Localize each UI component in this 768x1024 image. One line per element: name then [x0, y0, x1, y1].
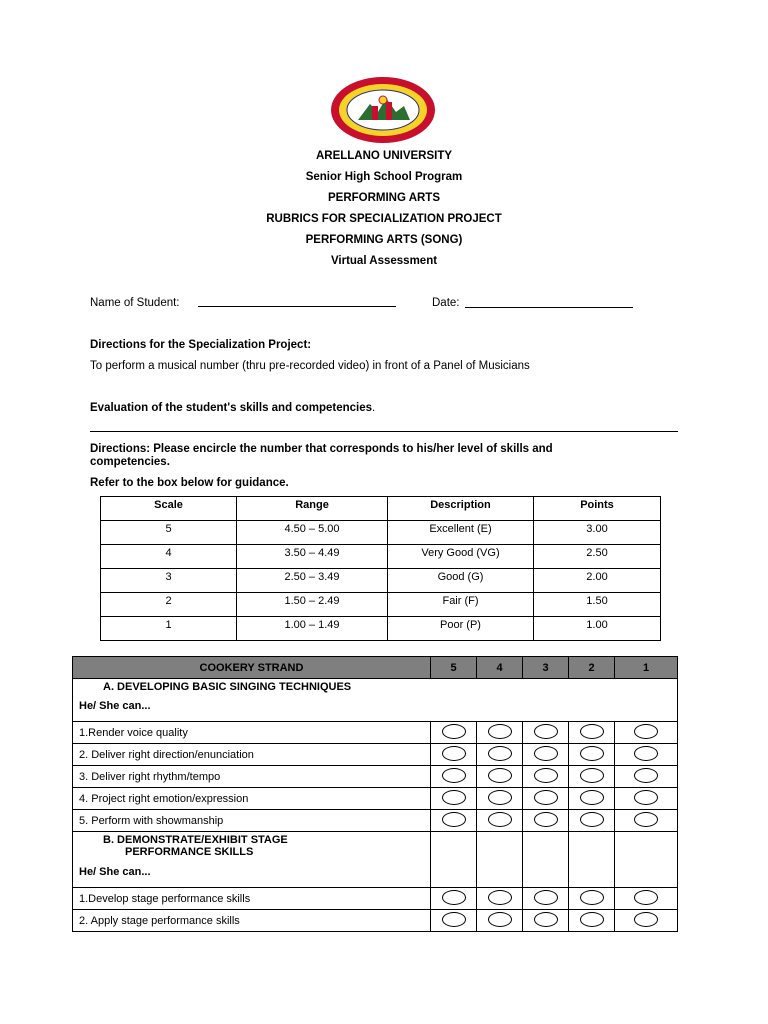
circle-icon[interactable]: [534, 746, 558, 761]
rubric-header-row: [73, 657, 678, 679]
score-option-4[interactable]: [477, 888, 523, 910]
date-label: Date:: [432, 297, 460, 309]
circle-icon[interactable]: [534, 790, 558, 805]
table-row: [101, 593, 661, 617]
score-option-2[interactable]: [569, 766, 615, 788]
circle-icon[interactable]: [488, 768, 512, 783]
directions-project-text: To perform a musical number (thru pre-recorded video) in front of a Panel of Musicians: [90, 360, 530, 372]
score-header-3: 3: [523, 657, 569, 679]
table-row: [101, 521, 661, 545]
table-row: [73, 766, 678, 788]
evaluation-title: Evaluation of the student's skills and competencies: [90, 402, 372, 414]
header-assessment: Virtual Assessment: [330, 255, 438, 267]
scale-header-row: [101, 497, 661, 521]
circle-icon[interactable]: [442, 890, 466, 905]
circle-icon[interactable]: [442, 812, 466, 827]
score-option-2[interactable]: [569, 810, 615, 832]
strand-header: COOKERY STRAND: [73, 657, 431, 679]
rubric-item: 3. Deliver right rhythm/tempo: [73, 766, 431, 788]
points-cell: 1.00: [534, 617, 661, 641]
score-option-5[interactable]: [431, 722, 477, 744]
circle-icon[interactable]: [488, 912, 512, 927]
table-row: [73, 722, 678, 744]
score-option-3[interactable]: [523, 744, 569, 766]
rubric-item: 1.Develop stage performance skills: [73, 888, 431, 910]
score-option-4[interactable]: [477, 766, 523, 788]
circle-icon[interactable]: [442, 724, 466, 739]
circle-icon[interactable]: [634, 912, 658, 927]
directions-line2: competencies.: [90, 456, 170, 468]
circle-icon[interactable]: [534, 812, 558, 827]
circle-icon[interactable]: [534, 890, 558, 905]
table-row: [101, 545, 661, 569]
circle-icon[interactable]: [580, 890, 604, 905]
date-field[interactable]: [465, 307, 633, 308]
circle-icon[interactable]: [488, 746, 512, 761]
circle-icon[interactable]: [634, 790, 658, 805]
score-option-3[interactable]: [523, 766, 569, 788]
points-cell: 3.00: [534, 521, 661, 545]
rubric-table: [72, 656, 678, 932]
evaluation-heading: [90, 402, 375, 414]
score-option-1[interactable]: [615, 744, 678, 766]
empty-cell: [431, 832, 477, 888]
description-col-header: Description: [388, 497, 534, 521]
range-cell: 1.00 – 1.49: [237, 617, 388, 641]
scale-table: [100, 496, 661, 641]
circle-icon[interactable]: [488, 890, 512, 905]
circle-icon[interactable]: [580, 746, 604, 761]
score-option-4[interactable]: [477, 788, 523, 810]
section-b-cell: [73, 832, 431, 888]
section-a-cell: [73, 679, 678, 722]
description-cell: Excellent (E): [388, 521, 534, 545]
score-option-3[interactable]: [523, 810, 569, 832]
section-b-lead: He/ She can...: [79, 866, 151, 878]
scale-cell: 1: [101, 617, 237, 641]
circle-icon[interactable]: [634, 812, 658, 827]
circle-icon[interactable]: [488, 812, 512, 827]
circle-icon[interactable]: [634, 768, 658, 783]
scale-cell: 5: [101, 521, 237, 545]
range-col-header: Range: [237, 497, 388, 521]
score-option-4[interactable]: [477, 910, 523, 932]
score-option-5[interactable]: [431, 888, 477, 910]
points-cell: 1.50: [534, 593, 661, 617]
score-option-2[interactable]: [569, 788, 615, 810]
points-cell: 2.50: [534, 545, 661, 569]
table-row: [101, 569, 661, 593]
circle-icon[interactable]: [488, 724, 512, 739]
scale-cell: 3: [101, 569, 237, 593]
header-strand: PERFORMING ARTS: [327, 192, 441, 204]
score-option-4[interactable]: [477, 744, 523, 766]
section-b-row: [73, 832, 678, 888]
circle-icon[interactable]: [580, 768, 604, 783]
header-subject: PERFORMING ARTS (SONG): [305, 234, 463, 246]
description-cell: Fair (F): [388, 593, 534, 617]
score-option-2[interactable]: [569, 888, 615, 910]
table-row: [73, 888, 678, 910]
student-name-label: Name of Student:: [90, 297, 180, 309]
rubric-item: 1.Render voice quality: [73, 722, 431, 744]
points-cell: 2.00: [534, 569, 661, 593]
description-cell: Good (G): [388, 569, 534, 593]
section-a-row: [73, 679, 678, 722]
score-option-2[interactable]: [569, 722, 615, 744]
scale-col-header: Scale: [101, 497, 237, 521]
directions-project-title: Directions for the Specialization Project:: [90, 339, 312, 351]
score-option-4[interactable]: [477, 722, 523, 744]
empty-cell: [615, 832, 678, 888]
score-option-5[interactable]: [431, 910, 477, 932]
circle-icon[interactable]: [634, 724, 658, 739]
points-col-header: Points: [534, 497, 661, 521]
score-option-1[interactable]: [615, 910, 678, 932]
score-option-5[interactable]: [431, 744, 477, 766]
score-header-5: 5: [431, 657, 477, 679]
score-option-3[interactable]: [523, 888, 569, 910]
scale-cell: 2: [101, 593, 237, 617]
section-a-title: A. DEVELOPING BASIC SINGING TECHNIQUES: [103, 681, 352, 693]
score-header-2: 2: [569, 657, 615, 679]
score-header-1: 1: [615, 657, 678, 679]
student-name-field[interactable]: [198, 306, 396, 307]
description-cell: Poor (P): [388, 617, 534, 641]
circle-icon[interactable]: [580, 790, 604, 805]
table-row: [101, 617, 661, 641]
evaluation-suffix: .: [372, 402, 376, 414]
evaluation-line: [90, 431, 678, 432]
circle-icon[interactable]: [442, 768, 466, 783]
score-option-3[interactable]: [523, 788, 569, 810]
university-seal-logo: [330, 76, 436, 144]
score-option-1[interactable]: [615, 788, 678, 810]
range-cell: 3.50 – 4.49: [237, 545, 388, 569]
table-row: [73, 788, 678, 810]
score-option-3[interactable]: [523, 910, 569, 932]
circle-icon[interactable]: [442, 790, 466, 805]
table-row: [73, 910, 678, 932]
circle-icon[interactable]: [534, 768, 558, 783]
scale-cell: 4: [101, 545, 237, 569]
score-option-1[interactable]: [615, 722, 678, 744]
rubric-item: 5. Perform with showmanship: [73, 810, 431, 832]
description-cell: Very Good (VG): [388, 545, 534, 569]
empty-cell: [569, 832, 615, 888]
score-option-5[interactable]: [431, 766, 477, 788]
score-option-5[interactable]: [431, 810, 477, 832]
circle-icon[interactable]: [488, 790, 512, 805]
table-row: [73, 810, 678, 832]
empty-cell: [477, 832, 523, 888]
score-option-1[interactable]: [615, 766, 678, 788]
score-option-4[interactable]: [477, 810, 523, 832]
circle-icon[interactable]: [580, 812, 604, 827]
score-option-3[interactable]: [523, 722, 569, 744]
header-program: Senior High School Program: [305, 171, 463, 183]
circle-icon[interactable]: [580, 912, 604, 927]
score-option-2[interactable]: [569, 910, 615, 932]
circle-icon[interactable]: [580, 724, 604, 739]
circle-icon[interactable]: [442, 746, 466, 761]
circle-icon[interactable]: [534, 724, 558, 739]
circle-icon[interactable]: [634, 746, 658, 761]
range-cell: 2.50 – 3.49: [237, 569, 388, 593]
range-cell: 1.50 – 2.49: [237, 593, 388, 617]
rubric-item: 2. Deliver right direction/enunciation: [73, 744, 431, 766]
header-university: ARELLANO UNIVERSITY: [315, 150, 453, 162]
range-cell: 4.50 – 5.00: [237, 521, 388, 545]
score-header-4: 4: [477, 657, 523, 679]
rubric-item: 4. Project right emotion/expression: [73, 788, 431, 810]
empty-cell: [523, 832, 569, 888]
score-option-2[interactable]: [569, 744, 615, 766]
score-option-1[interactable]: [615, 810, 678, 832]
rubric-item: 2. Apply stage performance skills: [73, 910, 431, 932]
directions-line1: Directions: Please encircle the number that corresponds to his/her level of skills and: [90, 443, 553, 455]
header-rubrics: RUBRICS FOR SPECIALIZATION PROJECT: [266, 213, 502, 225]
section-b-title-line1: B. DEMONSTRATE/EXHIBIT STAGE: [103, 834, 288, 846]
circle-icon[interactable]: [442, 912, 466, 927]
table-row: [73, 744, 678, 766]
section-b-title-line2: PERFORMANCE SKILLS: [125, 846, 254, 858]
score-option-1[interactable]: [615, 888, 678, 910]
refer-text: Refer to the box below for guidance.: [90, 477, 289, 489]
circle-icon[interactable]: [534, 912, 558, 927]
score-option-5[interactable]: [431, 788, 477, 810]
circle-icon[interactable]: [634, 890, 658, 905]
section-a-lead: He/ She can...: [79, 700, 151, 712]
